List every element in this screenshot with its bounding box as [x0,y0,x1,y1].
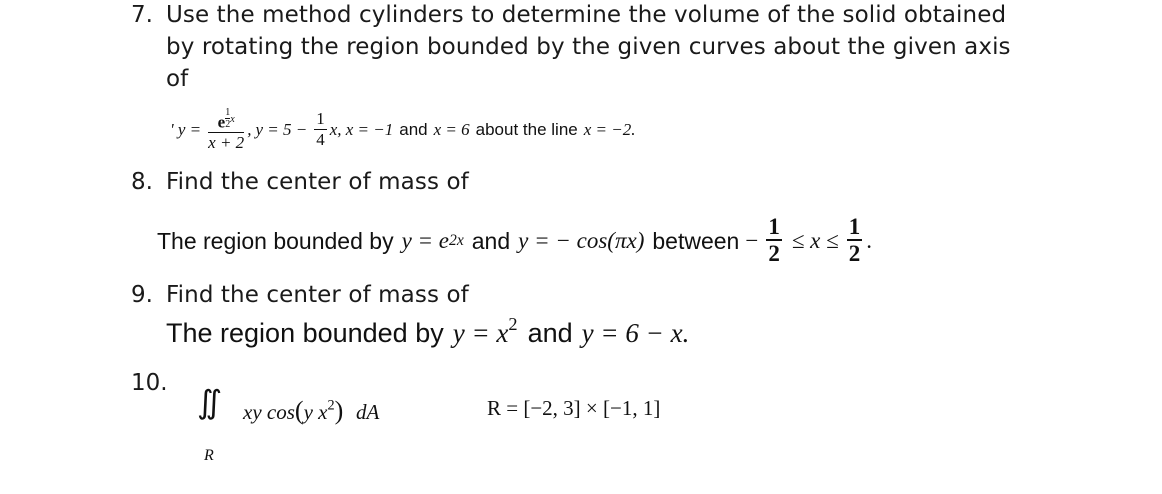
q8-region-prefix: The region bounded by [157,227,394,254]
q8-eq-1: y = e [401,228,450,253]
q8-eq-2: y = − cos(πx) [518,228,645,253]
q10-region-definition: R = [−2, 3] × [−1, 1] [487,396,661,420]
q10-integrand: xy cos(y $x^2$) dA [243,396,380,425]
q7-about-line-text: about the line [475,120,578,139]
question-8-region: The region bounded by y = e 2x and y = − cos(πx) between − $\frac{1}{2}$ ≤ x ≤ $\frac{1}{2}$ . [157,214,873,267]
q7-fraction-2: $\frac{1}{4}$ [316,109,325,150]
q8-between-text: between [652,227,740,254]
q9-eq-2: y = 6 − x. [581,318,690,348]
q8-upper-bound-fraction: $\frac{1}{2}$ [848,214,861,267]
q7-fraction-1: e $\frac{1}{2}$ x x + 2 [208,107,245,153]
q10-double-integral-sign: ∬ [197,383,223,421]
q8-minus-sign: − [745,228,759,253]
question-7-line-3: of [166,66,189,92]
q9-eq-1: y = x [452,318,509,348]
q8-inequality: ≤ x ≤ [791,228,839,253]
q10-region-subscript: R [204,447,214,464]
question-7-number: 7. [131,2,153,28]
question-8-number: 8. [131,169,153,195]
q9-eq-1-exponent: 2 [508,314,518,335]
q9-and-text: and [527,318,573,348]
q7-and-text: and [399,120,428,139]
question-9-number: 9. [131,282,153,308]
q8-lower-bound-fraction: $\frac{1}{2}$ [768,214,780,267]
question-7-formula: ' y = e $\frac{1}{2}$ x x + 2 , y = 5 − $\frac{1}{4}$ x, x = −1 and x = 6 about the line x = −2. [170,107,636,153]
question-7-line-1: Use the method cylinders to determine the volume of the solid obtained [166,2,1007,28]
question-9-region [166,314,690,349]
question-10-number: 10. [131,370,168,396]
formula-apostrophe: ' y = [170,120,202,139]
question-9-title: Find the center of mass of [166,282,469,308]
q9-region-prefix: The region bounded by [166,318,444,348]
q7-formula-rest: x, x = −1 [329,120,394,139]
question-8-title: Find the center of mass of [166,169,469,195]
q7-x-eq-6: x = 6 [433,120,470,139]
q7-formula-y-eq-5: y = 5 − [255,120,308,139]
q7-line-equation: x = −2. [583,120,636,139]
question-7-line-2: by rotating the region bounded by the given curves about the given axis [166,34,1011,60]
q8-and-text: and [471,227,511,254]
q8-period: . [866,228,873,253]
q7-fraction-1-numerator: e $\frac{1}{2}$ x [208,107,244,133]
